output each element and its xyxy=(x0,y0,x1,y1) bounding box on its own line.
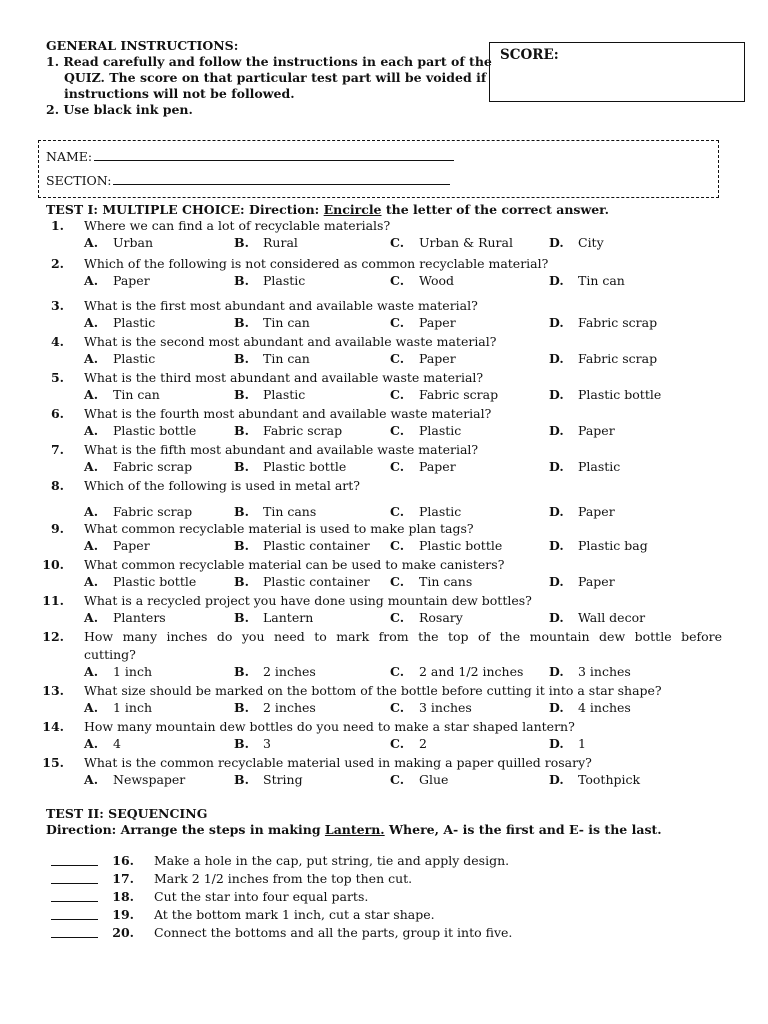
option-text: Plastic container xyxy=(263,574,370,589)
option-letter[interactable]: B. xyxy=(234,574,249,589)
option-letter[interactable]: C. xyxy=(390,423,405,438)
option-text: Plastic xyxy=(419,504,462,519)
option-text: Paper xyxy=(419,459,456,474)
question-options xyxy=(0,736,768,752)
option-text: Lantern xyxy=(263,610,314,625)
answer-option[interactable] xyxy=(84,504,192,519)
name-line[interactable] xyxy=(94,149,454,161)
option-letter[interactable]: A. xyxy=(84,315,99,330)
question-text: How many inches do you need to mark from the top of the mountain dew bottle before xyxy=(84,629,722,644)
option-letter[interactable]: B. xyxy=(234,315,249,330)
answer-option[interactable] xyxy=(234,574,370,589)
question-text: What is the second most abundant and available waste material? xyxy=(84,334,497,349)
section-line[interactable] xyxy=(113,173,450,185)
student-info-box xyxy=(38,140,719,198)
option-text: 1 inch xyxy=(113,700,153,715)
option-letter[interactable]: C. xyxy=(390,610,405,625)
option-text: 3 inches xyxy=(578,664,631,679)
option-text: Wall decor xyxy=(578,610,646,625)
option-letter[interactable]: C. xyxy=(390,664,405,679)
answer-option[interactable] xyxy=(390,235,513,250)
option-text: Toothpick xyxy=(578,772,641,787)
answer-option[interactable] xyxy=(549,459,620,474)
answer-option[interactable] xyxy=(84,315,155,330)
instruction-1-cont2: instructions will not be followed. xyxy=(64,86,295,101)
question-options xyxy=(0,610,768,626)
answer-option[interactable] xyxy=(234,504,316,519)
answer-blank[interactable] xyxy=(51,853,98,866)
option-letter[interactable]: D. xyxy=(549,423,564,438)
question-text: What is the common recyclable material used in making a paper quilled rosary? xyxy=(84,755,592,770)
question-number: 2. xyxy=(50,256,64,271)
option-letter[interactable]: D. xyxy=(549,736,564,751)
option-text: Fabric scrap xyxy=(419,387,499,402)
option-letter[interactable]: D. xyxy=(549,459,564,474)
answer-option[interactable] xyxy=(390,700,472,715)
question-options xyxy=(0,273,768,289)
name-field[interactable] xyxy=(46,149,454,164)
option-text: 4 inches xyxy=(578,700,631,715)
answer-option[interactable] xyxy=(390,315,456,330)
score-box[interactable] xyxy=(489,42,745,102)
answer-option[interactable] xyxy=(549,736,586,751)
answer-option[interactable] xyxy=(84,700,152,715)
option-letter[interactable]: C. xyxy=(390,538,405,553)
option-text: Planters xyxy=(113,610,166,625)
option-text: String xyxy=(263,772,303,787)
option-text: Plastic xyxy=(263,387,306,402)
answer-option[interactable] xyxy=(549,273,625,288)
option-text: Plastic bottle xyxy=(578,387,662,402)
answer-option[interactable] xyxy=(390,351,456,366)
option-letter[interactable]: A. xyxy=(84,235,99,250)
option-letter[interactable]: A. xyxy=(84,538,99,553)
answer-option[interactable] xyxy=(549,664,631,679)
sequence-text: Connect the bottoms and all the parts, group it into five. xyxy=(154,925,513,940)
test1-title xyxy=(46,202,609,217)
question-number: 12. xyxy=(42,629,64,644)
option-text: Paper xyxy=(578,504,615,519)
option-letter[interactable]: A. xyxy=(84,574,99,589)
option-text: 2 and 1/2 inches xyxy=(419,664,524,679)
answer-option[interactable] xyxy=(549,423,615,438)
option-text: Fabric scrap xyxy=(578,315,658,330)
option-letter[interactable]: C. xyxy=(390,235,405,250)
section-label: SECTION: xyxy=(46,173,112,188)
option-text: City xyxy=(578,235,604,250)
option-letter[interactable]: B. xyxy=(234,772,249,787)
question-options xyxy=(0,235,768,251)
option-text: Plastic xyxy=(263,273,306,288)
option-text: Plastic bottle xyxy=(419,538,503,553)
sequence-number: 18. xyxy=(112,889,134,904)
sequence-text: Mark 2 1/2 inches from the top then cut. xyxy=(154,871,413,886)
question-options xyxy=(0,315,768,331)
option-letter[interactable]: D. xyxy=(549,387,564,402)
option-letter[interactable]: C. xyxy=(390,459,405,474)
option-letter[interactable]: C. xyxy=(390,736,405,751)
option-text: Rural xyxy=(263,235,298,250)
instruction-2: 2. Use black ink pen. xyxy=(46,102,193,117)
option-text: 1 inch xyxy=(113,664,153,679)
question-text: Which of the following is not considered as common recyclable material? xyxy=(84,256,549,271)
answer-option[interactable] xyxy=(84,538,150,553)
option-letter[interactable]: D. xyxy=(549,574,564,589)
answer-option[interactable] xyxy=(234,700,316,715)
answer-option[interactable] xyxy=(234,273,305,288)
answer-option[interactable] xyxy=(390,664,523,679)
question-text: Where we can find a lot of recyclable materials? xyxy=(84,218,391,233)
option-letter[interactable]: A. xyxy=(84,387,99,402)
question-options xyxy=(0,574,768,590)
option-letter[interactable]: A. xyxy=(84,423,99,438)
option-letter[interactable]: D. xyxy=(549,772,564,787)
question-text: What is the fifth most abundant and available waste material? xyxy=(84,442,479,457)
answer-option[interactable] xyxy=(549,387,661,402)
option-letter[interactable]: B. xyxy=(234,387,249,402)
option-text: Tin can xyxy=(263,315,310,330)
answer-option[interactable] xyxy=(390,736,427,751)
option-letter[interactable]: B. xyxy=(234,504,249,519)
answer-option[interactable] xyxy=(390,574,472,589)
answer-option[interactable] xyxy=(234,736,271,751)
option-letter[interactable]: B. xyxy=(234,235,249,250)
option-text: Plastic bag xyxy=(578,538,648,553)
option-text: 4 xyxy=(113,736,121,751)
question-number: 3. xyxy=(50,298,64,313)
option-text: 2 inches xyxy=(263,700,316,715)
question-number: 13. xyxy=(42,683,64,698)
answer-option[interactable] xyxy=(390,538,502,553)
option-text: 1 xyxy=(578,736,586,751)
answer-option[interactable] xyxy=(549,610,645,625)
test2-title: TEST II: SEQUENCING xyxy=(46,806,208,821)
instruction-1-cont: QUIZ. The score on that particular test part will be voided if xyxy=(64,70,487,85)
question-options xyxy=(0,700,768,716)
sequence-number: 19. xyxy=(112,907,134,922)
option-text: Plastic bottle xyxy=(113,423,197,438)
option-text: Urban xyxy=(113,235,154,250)
question-number: 5. xyxy=(50,370,64,385)
option-text: Paper xyxy=(113,538,150,553)
option-letter[interactable]: A. xyxy=(84,351,99,366)
answer-option[interactable] xyxy=(549,235,604,250)
sequence-item xyxy=(0,925,768,941)
sequence-item xyxy=(0,889,768,905)
option-text: Plastic xyxy=(113,315,156,330)
option-letter[interactable]: D. xyxy=(549,504,564,519)
answer-option[interactable] xyxy=(549,700,631,715)
instructions-heading: GENERAL INSTRUCTIONS: xyxy=(46,38,239,53)
answer-option[interactable] xyxy=(390,273,454,288)
option-letter[interactable]: C. xyxy=(390,387,405,402)
question-number: 10. xyxy=(42,557,64,572)
question-number: 15. xyxy=(42,755,64,770)
option-text: Fabric scrap xyxy=(578,351,658,366)
option-text: Plastic xyxy=(113,351,156,366)
test2-direction xyxy=(46,822,662,837)
option-letter[interactable]: C. xyxy=(390,273,405,288)
answer-option[interactable] xyxy=(549,315,657,330)
option-letter[interactable]: C. xyxy=(390,504,405,519)
option-text: Fabric scrap xyxy=(113,459,193,474)
answer-option[interactable] xyxy=(84,351,155,366)
option-text: Rosary xyxy=(419,610,463,625)
answer-option[interactable] xyxy=(549,538,648,553)
option-text: Tin can xyxy=(113,387,160,402)
answer-option[interactable] xyxy=(84,574,196,589)
option-letter[interactable]: A. xyxy=(84,273,99,288)
option-letter[interactable]: D. xyxy=(549,700,564,715)
answer-option[interactable] xyxy=(234,772,303,787)
answer-option[interactable] xyxy=(84,235,153,250)
option-letter[interactable]: A. xyxy=(84,736,99,751)
option-text: Paper xyxy=(113,273,150,288)
option-letter[interactable]: B. xyxy=(234,664,249,679)
option-text: Paper xyxy=(419,351,456,366)
score-label: SCORE: xyxy=(500,47,559,63)
option-letter[interactable]: A. xyxy=(84,504,99,519)
option-text: Fabric scrap xyxy=(263,423,343,438)
general-instructions xyxy=(46,38,492,118)
answer-option[interactable] xyxy=(84,664,152,679)
answer-option[interactable] xyxy=(549,504,615,519)
sequence-item xyxy=(0,907,768,923)
test2-direction-text: Direction: Arrange the steps in making xyxy=(46,822,325,837)
question-text: How many mountain dew bottles do you need to make a star shaped lantern? xyxy=(84,719,575,734)
option-text: 2 xyxy=(419,736,427,751)
instruction-1: 1. Read carefully and follow the instructions in each part of the xyxy=(46,54,492,69)
answer-blank[interactable] xyxy=(51,925,98,938)
answer-option[interactable] xyxy=(234,610,313,625)
option-letter[interactable]: B. xyxy=(234,459,249,474)
option-letter[interactable]: D. xyxy=(549,235,564,250)
sequence-text: Cut the star into four equal parts. xyxy=(154,889,369,904)
question-options xyxy=(0,459,768,475)
option-text: Paper xyxy=(578,423,615,438)
question-number: 1. xyxy=(50,218,64,233)
option-letter[interactable]: A. xyxy=(84,459,99,474)
option-text: Plastic bottle xyxy=(113,574,197,589)
question-options xyxy=(0,664,768,680)
answer-option[interactable] xyxy=(390,387,498,402)
test2-direction-rest: Where, A- is the first and E- is the last. xyxy=(384,822,662,837)
answer-option[interactable] xyxy=(549,772,640,787)
option-letter[interactable]: D. xyxy=(549,538,564,553)
answer-option[interactable] xyxy=(84,387,160,402)
option-letter[interactable]: D. xyxy=(549,664,564,679)
question-number: 7. xyxy=(50,442,64,457)
option-letter[interactable]: A. xyxy=(84,772,99,787)
option-letter[interactable]: B. xyxy=(234,423,249,438)
answer-option[interactable] xyxy=(390,610,463,625)
answer-blank[interactable] xyxy=(51,889,98,902)
question-options xyxy=(0,504,768,520)
option-text: 3 xyxy=(263,736,271,751)
answer-option[interactable] xyxy=(234,664,316,679)
option-text: Glue xyxy=(419,772,449,787)
question-number: 14. xyxy=(42,719,64,734)
option-text: Paper xyxy=(578,574,615,589)
option-text: 3 inches xyxy=(419,700,472,715)
sequence-number: 16. xyxy=(112,853,134,868)
option-letter[interactable]: C. xyxy=(390,772,405,787)
option-letter[interactable]: C. xyxy=(390,574,405,589)
option-letter[interactable]: B. xyxy=(234,273,249,288)
answer-option[interactable] xyxy=(84,423,196,438)
name-label: NAME: xyxy=(46,149,93,164)
option-text: Tin cans xyxy=(263,504,317,519)
question-options xyxy=(0,423,768,439)
option-text: Urban & Rural xyxy=(419,235,513,250)
question-number: 6. xyxy=(50,406,64,421)
answer-blank[interactable] xyxy=(51,907,98,920)
answer-option[interactable] xyxy=(390,504,461,519)
answer-blank[interactable] xyxy=(51,871,98,884)
question-options xyxy=(0,772,768,788)
test2-keyword: Lantern. xyxy=(324,822,385,837)
question-number: 11. xyxy=(42,593,64,608)
option-letter[interactable]: A. xyxy=(84,700,99,715)
option-letter[interactable]: C. xyxy=(390,315,405,330)
option-letter[interactable]: B. xyxy=(234,538,249,553)
option-text: Paper xyxy=(419,315,456,330)
option-text: Tin can xyxy=(578,273,625,288)
option-letter[interactable]: B. xyxy=(234,351,249,366)
question-text: What is the fourth most abundant and available waste material? xyxy=(84,406,492,421)
option-letter[interactable]: B. xyxy=(234,700,249,715)
option-letter[interactable]: D. xyxy=(549,351,564,366)
option-text: Plastic container xyxy=(263,538,370,553)
option-letter[interactable]: A. xyxy=(84,664,99,679)
test1-title-rest: the letter of the correct answer. xyxy=(381,202,609,217)
question-text-cont: cutting? xyxy=(84,647,136,662)
answer-option[interactable] xyxy=(234,235,298,250)
option-text: Fabric scrap xyxy=(113,504,193,519)
answer-option[interactable] xyxy=(84,736,121,751)
option-letter[interactable]: D. xyxy=(549,610,564,625)
option-text: Tin cans xyxy=(419,574,473,589)
option-text: Plastic xyxy=(578,459,621,474)
answer-option[interactable] xyxy=(234,423,342,438)
test1-keyword: Encircle xyxy=(323,202,382,217)
section-field[interactable] xyxy=(46,173,450,188)
question-number: 4. xyxy=(50,334,64,349)
question-text: What is a recycled project you have done using mountain dew bottles? xyxy=(84,593,532,608)
question-text: What is the first most abundant and available waste material? xyxy=(84,298,478,313)
answer-option[interactable] xyxy=(549,351,657,366)
option-text: Tin can xyxy=(263,351,310,366)
question-options xyxy=(0,538,768,554)
option-letter[interactable]: B. xyxy=(234,610,249,625)
option-text: Plastic xyxy=(419,423,462,438)
option-letter[interactable]: C. xyxy=(390,351,405,366)
option-letter[interactable]: D. xyxy=(549,315,564,330)
answer-option[interactable] xyxy=(84,610,166,625)
question-text: What is the third most abundant and available waste material? xyxy=(84,370,484,385)
option-letter[interactable]: C. xyxy=(390,700,405,715)
sequence-text: At the bottom mark 1 inch, cut a star shape. xyxy=(154,907,435,922)
option-letter[interactable]: D. xyxy=(549,273,564,288)
question-text: Which of the following is used in metal art? xyxy=(84,478,360,493)
answer-option[interactable] xyxy=(234,538,370,553)
test1-title-text: TEST I: MULTIPLE CHOICE: Direction: xyxy=(46,202,324,217)
question-number: 9. xyxy=(50,521,64,536)
answer-option[interactable] xyxy=(549,574,615,589)
option-text: 2 inches xyxy=(263,664,316,679)
sequence-item xyxy=(0,871,768,887)
option-text: Plastic bottle xyxy=(263,459,347,474)
answer-option[interactable] xyxy=(234,459,346,474)
question-number: 8. xyxy=(50,478,64,493)
answer-option[interactable] xyxy=(84,459,192,474)
option-text: Newspaper xyxy=(113,772,186,787)
question-options xyxy=(0,351,768,367)
option-text: Wood xyxy=(419,273,455,288)
answer-option[interactable] xyxy=(234,351,310,366)
question-text: What size should be marked on the bottom of the bottle before cutting it into a star shape? xyxy=(84,683,662,698)
question-options xyxy=(0,387,768,403)
question-text: What common recyclable material is used to make plan tags? xyxy=(84,521,474,536)
answer-option[interactable] xyxy=(390,423,461,438)
option-letter[interactable]: B. xyxy=(234,736,249,751)
sequence-text: Make a hole in the cap, put string, tie and apply design. xyxy=(154,853,510,868)
question-text: What common recyclable material can be used to make canisters? xyxy=(84,557,505,572)
sequence-item xyxy=(0,853,768,869)
answer-option[interactable] xyxy=(390,772,448,787)
sequence-number: 17. xyxy=(112,871,134,886)
answer-option[interactable] xyxy=(84,273,150,288)
answer-option[interactable] xyxy=(234,315,310,330)
sequence-number: 20. xyxy=(112,925,134,940)
option-letter[interactable]: A. xyxy=(84,610,99,625)
answer-option[interactable] xyxy=(84,772,185,787)
answer-option[interactable] xyxy=(390,459,456,474)
answer-option[interactable] xyxy=(234,387,305,402)
